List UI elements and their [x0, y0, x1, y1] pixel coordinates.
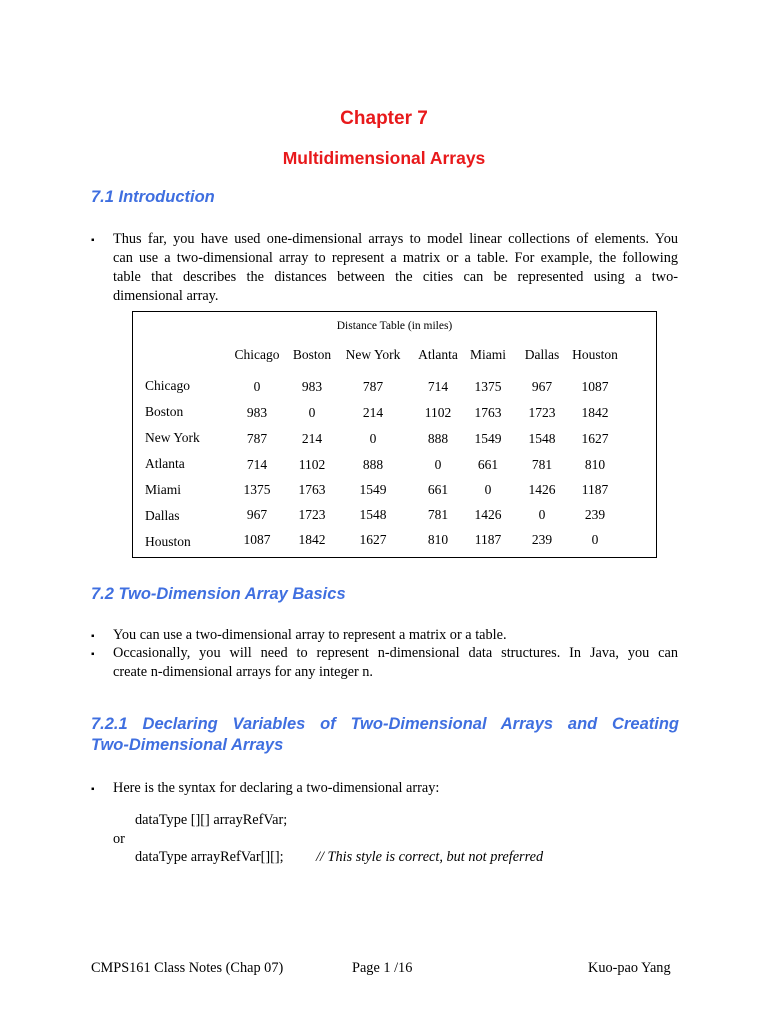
table-cell: 787: [362, 379, 384, 394]
table-cell: 714: [427, 379, 449, 394]
row-label: Dallas: [145, 508, 180, 523]
table-cell: 1087: [581, 379, 609, 394]
table-cell: 1426: [528, 482, 556, 497]
table-cell: 1426: [474, 507, 502, 522]
table-cell: 1102: [298, 457, 326, 472]
table-cell: 1548: [528, 431, 556, 446]
table-cell: 1842: [298, 532, 326, 547]
section-heading-introduction: 7.1 Introduction: [91, 188, 215, 206]
table-cell: 1375: [474, 379, 502, 394]
column-header: Chicago: [234, 347, 280, 362]
table-cell: 1549: [474, 431, 502, 446]
heading-line: 7.2.1 Declaring Variables of Two-Dimensional Arrays and Creating: [91, 715, 679, 733]
code-comment: [316, 849, 543, 866]
table-cell: 0: [591, 532, 599, 547]
table-cell: 810: [427, 532, 449, 547]
row-label: Boston: [145, 404, 184, 419]
basics-line: create n-dimensional arrays for any integer n.: [113, 664, 374, 680]
table-cell: 0: [538, 507, 546, 522]
table-cell: 0: [369, 431, 377, 446]
code-or: or: [113, 831, 125, 847]
basics-line: You can use a two-dimensional array to represent a matrix or a table.: [113, 627, 507, 643]
table-cell: 661: [477, 457, 499, 472]
table-cell: 661: [427, 482, 449, 497]
bullet-marker: ▪: [91, 631, 95, 642]
table-cell: 714: [246, 457, 268, 472]
basics-bullet-1: [113, 626, 678, 645]
bullet-marker: ▪: [91, 649, 95, 660]
table-cell: 214: [362, 405, 384, 420]
table-cell: 1102: [424, 405, 452, 420]
intro-paragraph: [113, 230, 678, 306]
table-cell: 967: [246, 507, 268, 522]
table-cell: 1723: [528, 405, 556, 420]
table-cell: 214: [301, 431, 323, 446]
table-cell: 1548: [359, 507, 387, 522]
table-cell: 1627: [581, 431, 609, 446]
chapter-title: Chapter 7: [340, 108, 428, 129]
row-label: Chicago: [145, 378, 190, 393]
table-cell: 239: [531, 532, 553, 547]
intro-line: can use a two-dimensional array to represent a matrix or a table. For example, the following: [113, 250, 678, 266]
bullet-marker: ▪: [91, 784, 95, 795]
table-cell: 0: [484, 482, 492, 497]
row-label: Atlanta: [145, 456, 185, 471]
table-cell: 781: [427, 507, 449, 522]
table-cell: 1375: [243, 482, 271, 497]
chapter-subtitle: Multidimensional Arrays: [282, 148, 486, 168]
table-cell: 1549: [359, 482, 387, 497]
code-comment-text: // This style is correct, but not preferred: [316, 849, 544, 865]
column-header: New York: [345, 347, 401, 362]
table-cell: 0: [253, 379, 261, 394]
footer-page-number: Page 1 /16: [352, 960, 413, 976]
column-header: Boston: [292, 347, 332, 362]
table-cell: 888: [427, 431, 449, 446]
table-cell: 1187: [474, 532, 502, 547]
basics-line: Occasionally, you will need to represent n-dimensional data structures. In Java, you can: [113, 645, 678, 661]
table-cell: 787: [246, 431, 268, 446]
distance-table-title: Distance Table (in miles): [336, 320, 453, 332]
code-line-2: dataType arrayRefVar[][];: [135, 849, 284, 865]
intro-line: Thus far, you have used one-dimensional arrays to model linear collections of elements. You: [113, 231, 678, 247]
declaring-line: Here is the syntax for declaring a two-dimensional array:: [113, 780, 440, 796]
column-header: Miami: [470, 347, 506, 362]
table-cell: 1087: [243, 532, 271, 547]
bullet-marker: ▪: [91, 235, 95, 246]
table-cell: 1763: [474, 405, 502, 420]
section-heading-declaring: [91, 714, 679, 756]
table-cell: 1187: [581, 482, 609, 497]
table-cell: 888: [362, 457, 384, 472]
distance-table: [132, 311, 657, 558]
column-header: Atlanta: [418, 347, 458, 362]
table-cell: 0: [308, 405, 316, 420]
row-label: Miami: [145, 482, 181, 497]
table-cell: 781: [531, 457, 553, 472]
table-cell: 1723: [298, 507, 326, 522]
table-cell: 239: [584, 507, 606, 522]
heading-line: Two-Dimensional Arrays: [91, 736, 284, 754]
column-header: Dallas: [524, 347, 560, 362]
row-label: Houston: [145, 534, 191, 549]
code-line-1: dataType [][] arrayRefVar;: [135, 812, 288, 828]
intro-line: dimensional array.: [113, 288, 219, 304]
row-label: New York: [145, 430, 200, 445]
declaring-bullet: [113, 779, 678, 798]
table-cell: 967: [531, 379, 553, 394]
table-cell: 1763: [298, 482, 326, 497]
basics-bullet-2: [113, 644, 678, 682]
column-header: Houston: [572, 347, 618, 362]
table-cell: 983: [301, 379, 323, 394]
table-cell: 810: [584, 457, 606, 472]
intro-line: table that describes the distances between the cities can be represented using a two-: [113, 269, 678, 285]
table-cell: 1627: [359, 532, 387, 547]
table-cell: 0: [434, 457, 442, 472]
footer-author: Kuo-pao Yang: [588, 960, 671, 976]
table-cell: 983: [246, 405, 268, 420]
section-heading-basics: 7.2 Two-Dimension Array Basics: [91, 585, 346, 603]
table-cell: 1842: [581, 405, 609, 420]
footer-left: CMPS161 Class Notes (Chap 07): [91, 960, 284, 976]
